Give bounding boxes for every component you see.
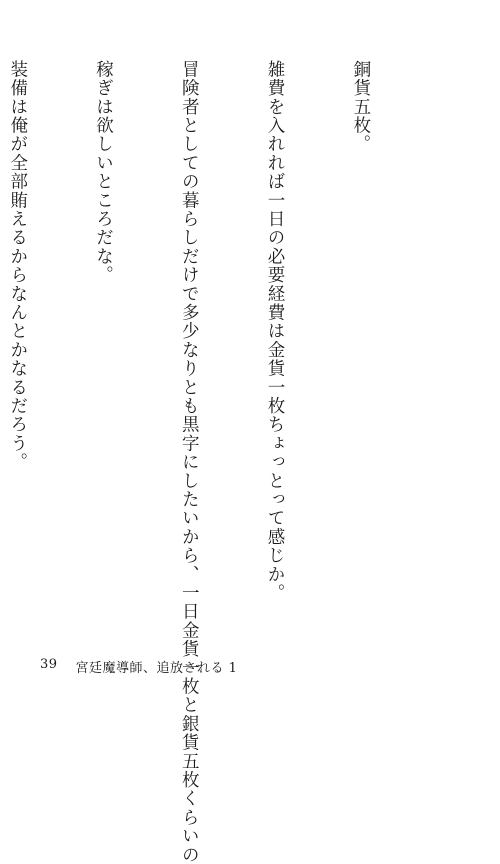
text-line: 雑費を入れれば一日の必要経費は金貨一枚ちょっとって感じか。 [265,60,286,603]
text-line: 冒険者としての暮らしだけで多少なりとも黒字にしたいから、一日金貨一枚と銀貨五枚くらいの [179,60,200,864]
page-number: 39 [40,657,58,672]
page-footer [40,657,237,676]
text-line: 銅貨五枚。 [350,60,371,154]
text-line: 稼ぎは欲しいところだな。 [93,60,114,285]
book-title: 宮廷魔導師、追放される 1 [75,661,238,676]
text-line: 装備は俺が全部賄えるからなんとかなるだろう。 [7,60,28,472]
